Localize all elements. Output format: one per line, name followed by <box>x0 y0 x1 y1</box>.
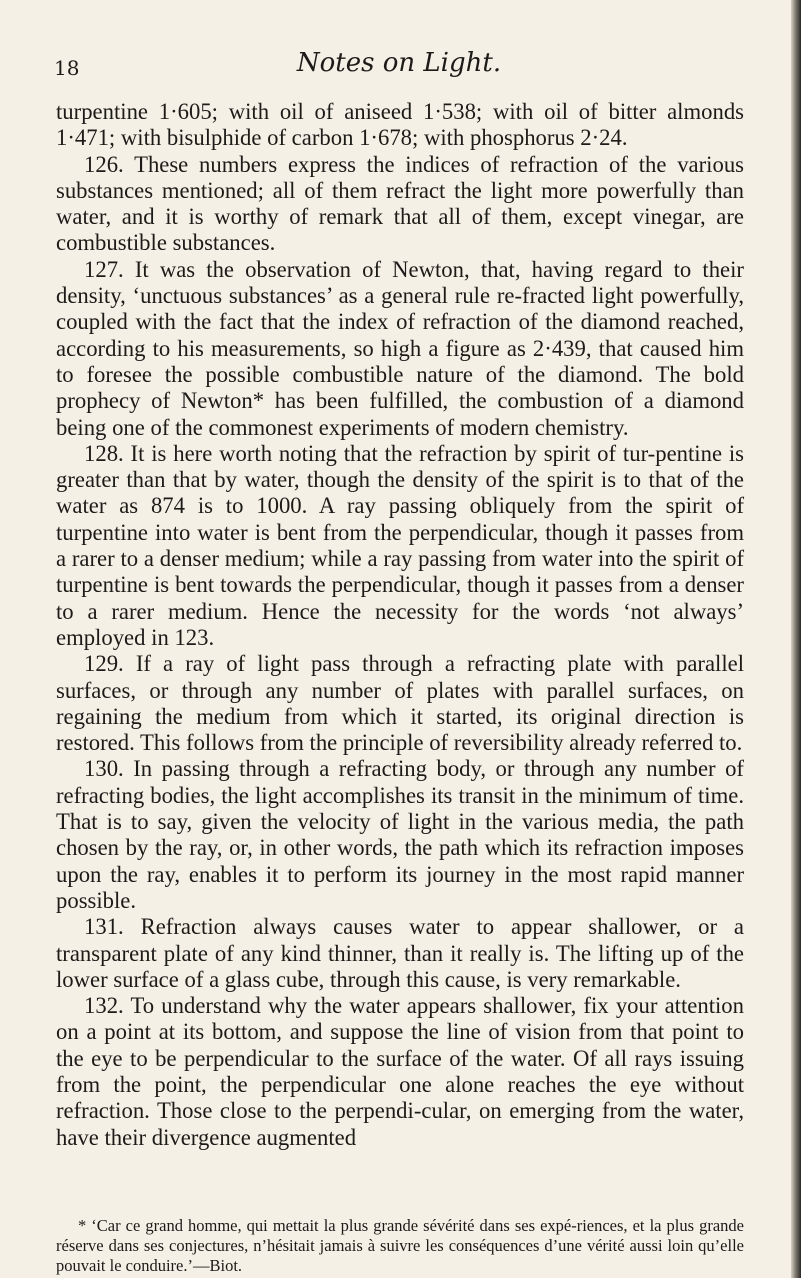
body-text <box>56 99 744 1151</box>
paragraph-131: 131. Refraction always causes water to appear shallower, or a transparent plate of any kind thinner, than it really is. The lifting up of the lower surface of a glass cube, through this cause, is very remarkable. <box>56 914 744 992</box>
paragraph-127: 127. It was the observation of Newton, that, having regard to their density, ‘unctuous substances’ as a general rule re-fracted light powerfully, coupled with the fact that the index of refraction of the diamond reached, according to his measurements, so high a figure as 2·439, that caused him to foresee the possible combustible nature of the diamond. The bold prophecy of Newton* has been fulfilled, the combustion of a diamond being one of the commonest experiments of modern chemistry. <box>56 256 744 440</box>
paragraph-130: 130. In passing through a refracting body, or through any number of refracting bodies, the light accomplishes its transit in the minimum of time. That is to say, given the velocity of light in the various media, the path chosen by the ray, or, in other words, the path which its refraction imposes upon the ray, enables it to perform its journey in the most rapid manner possible. <box>56 756 744 913</box>
page-number: 18 <box>54 56 80 80</box>
footnote-text: * ‘Car ce grand homme, qui mettait la plus grande sévérité dans ses expé-riences, et la plus grande réserve dans ses conjectures, n’hésitait jamais à suivre les conséquences d’une vérité aussi loin qu’elle pouvait le conduire.’—Biot. <box>56 1216 744 1275</box>
running-title: Notes on Light. <box>296 48 502 78</box>
paragraph-132: 132. To understand why the water appears shallower, fix your attention on a point at its bottom, and suppose the line of vision from that point to the eye to be perpendicular to the surface of the water. Of all rays issuing from the point, the perpendicular one alone reaches the eye without refraction. Those close to the perpendi-cular, on emerging from the water, have their divergence augmented <box>56 993 744 1150</box>
page-header <box>54 38 744 88</box>
paragraph-128: 128. It is here worth noting that the refraction by spirit of tur-pentine is greater than that by water, though the density of the spirit is to that of the water as 874 is to 1000. A ray passing obliquely from the spirit of turpentine into water is bent from the perpendicular, though it passes from a rarer to a denser medium; while a ray passing from water into the spirit of turpentine is bent towards the perpendicular, though it passes from a denser to a rarer medium. Hence the necessity for the words ‘not always’ employed in 123. <box>56 440 744 650</box>
paragraph-126: 126. These numbers express the indices of refraction of the various substances mentioned; all of them refract the light more powerfully than water, and it is worthy of remark that all of them, except vinegar, are combustible substances. <box>56 151 744 256</box>
paragraph: turpentine 1·605; with oil of aniseed 1·538; with oil of bitter almonds 1·471; with bisulphide of carbon 1·678; with phosphorus 2·24. <box>56 99 744 151</box>
footnote <box>56 1216 744 1276</box>
page-edge-shadow <box>791 0 801 1278</box>
paragraph-129: 129. If a ray of light pass through a refracting plate with parallel surfaces, or through any number of plates with parallel surfaces, on regaining the medium from which it started, its original direction is restored. This follows from the principle of reversibility already referred to. <box>56 651 744 756</box>
